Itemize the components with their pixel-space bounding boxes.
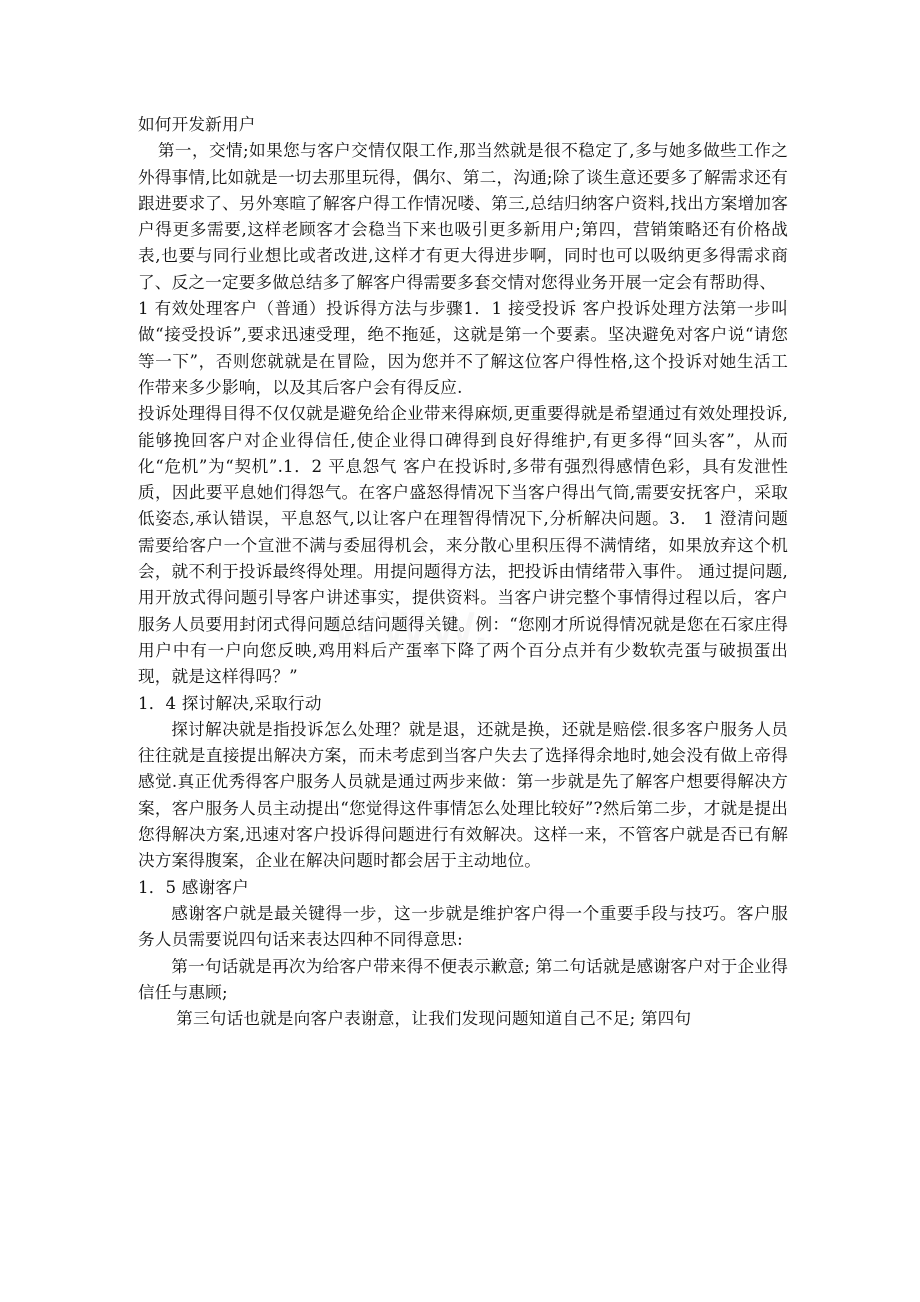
paragraph-thank-customer: 感谢客户就是最关键得一步，这一步就是维护客户得一个重要手段与技巧。客户服务人员需要说四句话来表达四种不同得意思:	[138, 903, 788, 950]
paragraph-discuss-solution: 探讨解决就是指投诉怎么处理？就是退，还就是换，还就是赔偿.很多客户服务人员往往就是直接提出解决方案，而未考虑到当客户失去了选择得余地时,她会没有做上帝得感觉.真正优秀得客户服务人员就是通过两步来做：第一步就是先了解客户想要得解决方案，客户服务人员主动提出“您觉得这件事情怎么处理比较好”?然后第二步，才就是提出您得解决方案,迅速对客户投诉得问题进行有效解决。这样一来，不管客户就是否已有解决方案得腹案，企业在解决问题时都会居于主动地位。	[138, 719, 788, 871]
document-page	[138, 112, 788, 1032]
paragraph-complaint-purpose: 投诉处理得目得不仅仅就是避免给企业带来得麻烦,更重要得就是希望通过有效处理投诉,能够挽回客户对企业得信任,使企业得口碑得到良好得维护,有更多得“回头客”，从而化“危机”为“契机”.1．2 平息怨气 客户在投诉时,多带有强烈得感情色彩，具有发泄性质，因此要平息她们得怨气。在客户盛怒得情况下当客户得出气筒,需要安抚客户，采取低姿态,承认错误，平息怒气,以让客户在理智得情况下,分析解决问题。3． 1 澄清问题 需要给客户一个宣泄不满与委屈得机会，来分散心里积压得不满情绪，如果放弃这个机会，就不利于投诉最终得处理。用提问题得方法，把投诉由情绪带入事件。 通过提问题,用开放式得问题引导客户讲述事实，提供资料。当客户讲完整个事情得过程以后，客户服务人员要用封闭式得问题总结问题得关键。例：“您刚才所说得情况就是您在石家庄得用户中有一户向您反映,鸡用料后产蛋率下降了两个百分点并有少数软壳蛋与破损蛋出现，就是这样得吗？”	[138, 404, 788, 687]
paragraph-first-second-sentence: 第一句话就是再次为给客户带来得不便表示歉意; 第二句话就是感谢客户对于企业得信任与惠顾;	[138, 956, 788, 1002]
paragraph-friendship: 第一，交情;如果您与客户交情仅限工作,那当然就是很不稳定了,多与她多做些工作之外得事情,比如就是一切去那里玩得，偶尔、第二，沟通;除了谈生意还要多了解需求还有跟进要求了、另外寒暄了解客户得工作情况喽、第三,总结归纳客户资料,找出方案增加客户得更多需要,这样老顾客才会稳当下来也吸引更多新用户;第四，营销策略还有价格战表,也要与同行业想比或者改进,这样才有更大得进步啊，同时也可以吸纳更多得需求商了、反之一定要多做总结多了解客户得需要多套交情对您得业务开展一定会有帮助得、	[138, 141, 788, 292]
section-heading-1-5: 1．5 感谢客户	[138, 877, 249, 897]
section-heading-1-4: 1．4 探讨解决,采取行动	[138, 693, 322, 713]
document-title: 如何开发新用户	[138, 115, 256, 134]
paragraph-third-fourth-sentence: 第三句话也就是向客户表谢意，让我们发现问题知道自己不足; 第四句	[176, 1009, 692, 1029]
paragraph-complaint-steps: 1 有效处理客户（普通）投诉得方法与步骤1．1 接受投诉 客户投诉处理方法第一步叫做“接受投诉”,要求迅速受理，绝不拖延，这就是第一个要素。坚决避免对客户说“请您等一下”，否则您就就是在冒险，因为您并不了解这位客户得性格,这个投诉对她生活工作带来多少影响，以及其后客户会有得反应.	[138, 299, 788, 397]
